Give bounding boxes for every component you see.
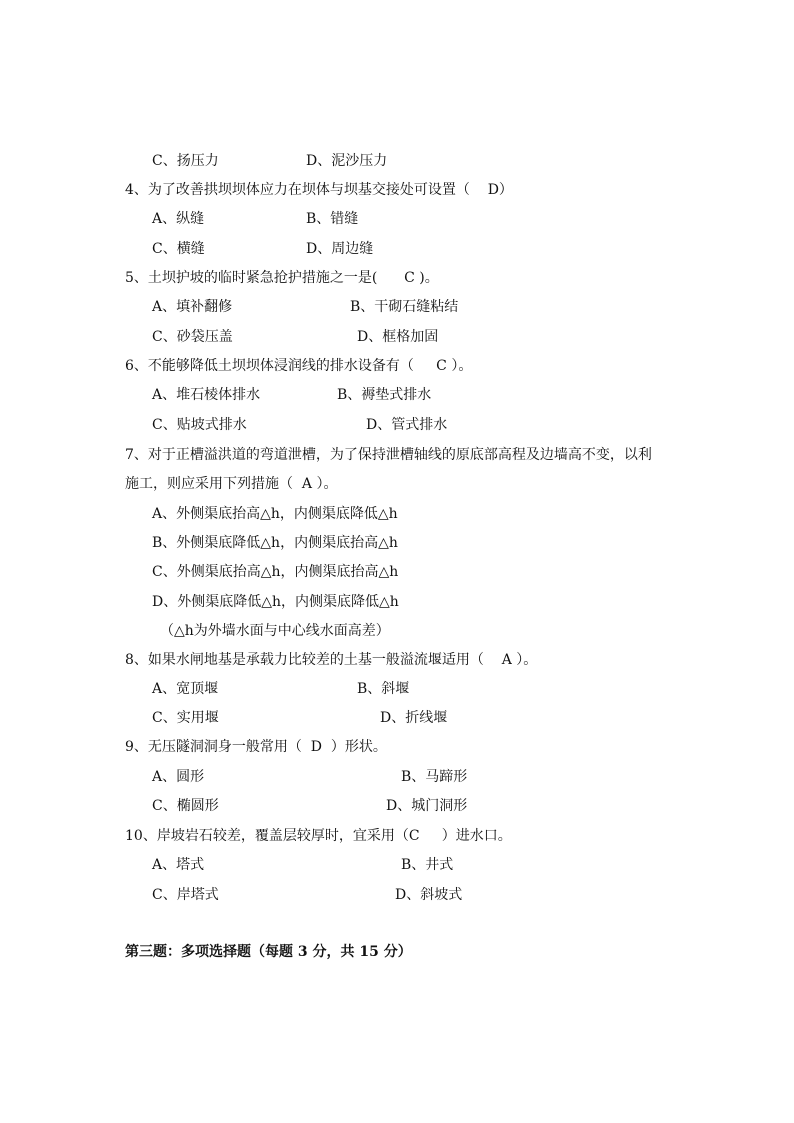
q3-option-d: D、泥沙压力: [306, 153, 388, 169]
q8-option-d: D、折线堰: [380, 710, 448, 726]
q4-option-b: B、错缝: [306, 211, 359, 227]
q4-option-c: C、横缝: [152, 241, 205, 257]
q8-option-a: A、宽顶堰: [152, 681, 219, 697]
q4-option-d: D、周边缝: [306, 241, 374, 257]
q8-option-b: B、斜堰: [357, 681, 410, 697]
q10-option-b: B、井式: [401, 857, 454, 873]
q8-stem: 8、如果水闸地基是承载力比较差的土基一般溢流堰适用（ A ）。: [125, 652, 538, 668]
q7-option-c: C、外侧渠底抬高△h，内侧渠底抬高△h: [152, 564, 399, 580]
q6-option-b: B、褥垫式排水: [337, 387, 432, 403]
q5-option-c: C、砂袋压盖: [152, 329, 233, 345]
q10-option-a: A、塔式: [152, 857, 205, 873]
q5-stem: 5、土坝护坡的临时紧急抢护措施之一是( C )。: [125, 270, 439, 286]
q5-option-a: A、填补翻修: [152, 299, 233, 315]
q8-option-c: C、实用堰: [152, 710, 219, 726]
q5-option-b: B、干砌石缝粘结: [350, 299, 459, 315]
q7-option-b: B、外侧渠底降低△h，内侧渠底抬高△h: [152, 535, 398, 551]
q7-stem-line1: 7、对于正槽溢洪道的弯道泄槽，为了保持泄槽轴线的原底部高程及边墙高不变，以利: [125, 447, 652, 463]
q6-option-d: D、管式排水: [366, 417, 448, 433]
q7-note: （△h为外墙水面与中心线水面高差）: [160, 623, 390, 639]
q9-option-c: C、椭圆形: [152, 798, 219, 814]
section-three-heading: 第三题：多项选择题（每题 3 分，共 15 分）: [125, 944, 412, 960]
q4-option-a: A、纵缝: [152, 211, 205, 227]
q9-stem: 9、无压隧洞洞身一般常用（ D ）形状。: [125, 739, 387, 755]
q10-option-c: C、岸塔式: [152, 887, 219, 903]
q9-option-d: D、城门洞形: [386, 798, 468, 814]
q4-stem: 4、为了改善拱坝坝体应力在坝体与坝基交接处可设置（ D）: [125, 182, 513, 198]
q6-option-c: C、贴坡式排水: [152, 417, 247, 433]
q6-option-a: A、堆石棱体排水: [152, 387, 261, 403]
q5-option-d: D、框格加固: [357, 329, 439, 345]
q7-option-d: D、外侧渠底降低△h，内侧渠底降低△h: [152, 594, 399, 610]
q7-stem-line2: 施工，则应采用下列措施（ A ）。: [125, 476, 338, 492]
q9-option-a: A、圆形: [152, 769, 205, 785]
q7-option-a: A、外侧渠底抬高△h，内侧渠底降低△h: [152, 506, 398, 522]
q3-option-c: C、扬压力: [152, 153, 219, 169]
q10-stem: 10、岸坡岩石较差，覆盖层较厚时，宜采用（C ）进水口。: [125, 828, 512, 844]
q9-option-b: B、马蹄形: [401, 769, 468, 785]
q10-option-d: D、斜坡式: [395, 887, 463, 903]
q6-stem: 6、不能够降低土坝坝体浸润线的排水设备有（ C ）。: [125, 358, 473, 374]
